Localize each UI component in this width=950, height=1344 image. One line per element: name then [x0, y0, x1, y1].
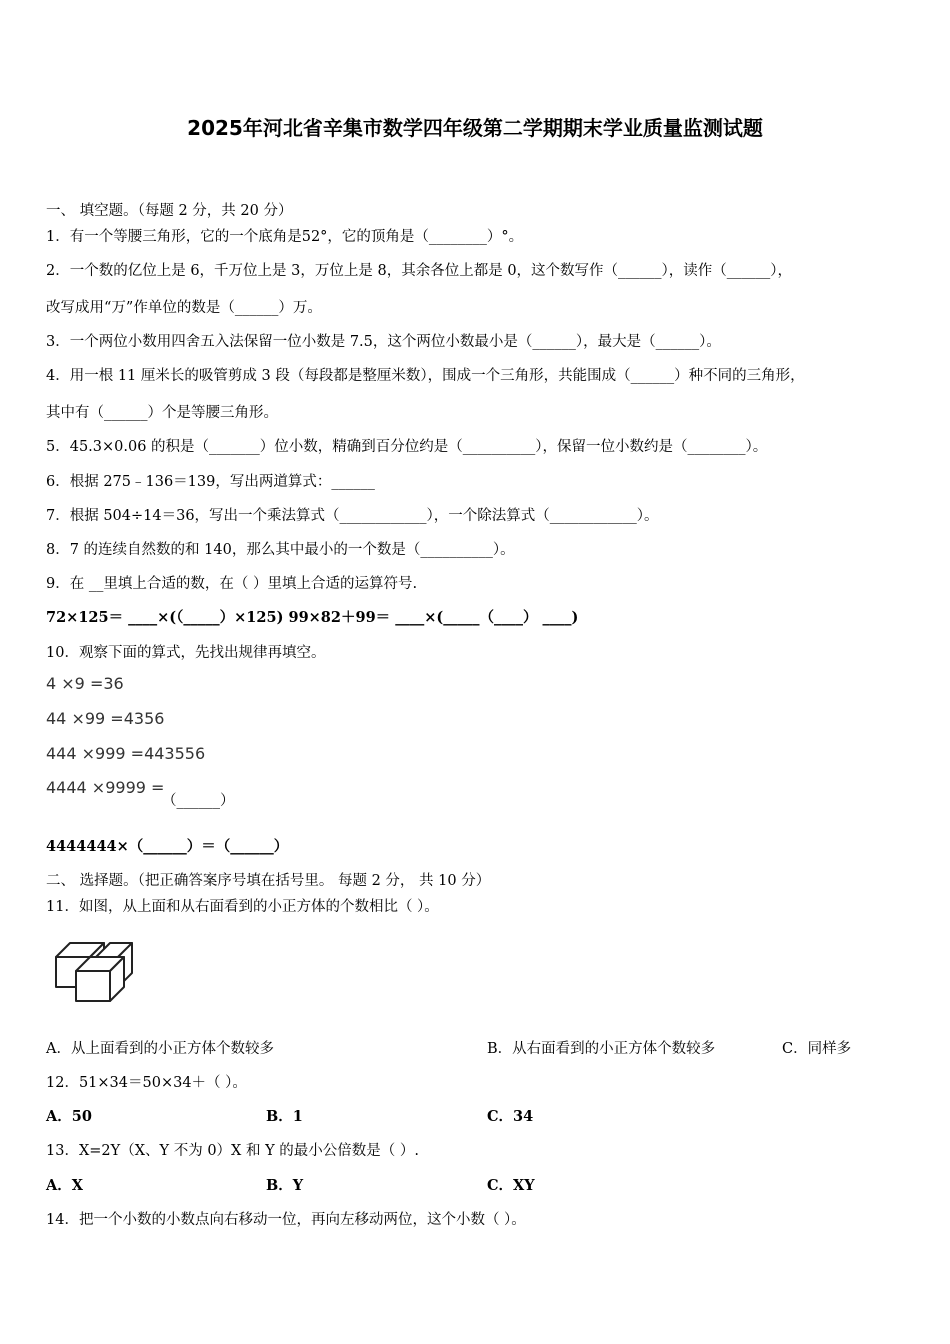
- question-10-equation-3: 444 ×999 =443556: [46, 744, 206, 763]
- cube-stack-figure: [50, 935, 140, 1007]
- question-6: 6．根据 275﹣136＝139，写出两道算式：______: [46, 474, 375, 490]
- question-5: 5．45.3×0.06 的积是（_______）位小数，精确到百分位约是（__________），保留一位小数约是（________）。: [46, 439, 768, 455]
- question-11-option-c: C．同样多: [782, 1041, 852, 1057]
- question-9-expression: 72×125＝ ____×(（_____）×125) 99×82＋99＝ ____×(_____（____） ____): [46, 609, 579, 626]
- question-10-equation-4: 4444 ×9999 =: [46, 778, 165, 797]
- question-10: 10．观察下面的算式，先找出规律再填空。: [46, 645, 326, 661]
- question-13-option-c: C．XY: [487, 1177, 535, 1194]
- question-12-option-c: C．34: [487, 1108, 534, 1125]
- question-12-option-a: A．50: [46, 1108, 92, 1125]
- question-10-last: 4444444×（______）＝（______）: [46, 838, 289, 855]
- question-11-option-a: A．从上面看到的小正方体个数较多: [46, 1041, 274, 1057]
- question-10-equation-1: 4 ×9 =36: [46, 674, 124, 693]
- question-7: 7．根据 504÷14＝36，写出一个乘法算式（____________），一个除法算式（____________）。: [46, 508, 659, 524]
- question-4-line2: 其中有（______）个是等腰三角形。: [46, 405, 278, 421]
- question-12-option-b: B．1: [266, 1108, 303, 1125]
- page-title: 2025年河北省辛集市数学四年级第二学期期末学业质量监测试题: [187, 116, 763, 140]
- question-2-line1: 2．一个数的亿位上是 6，千万位上是 3，万位上是 8，其余各位上都是 0，这个数写作（______），读作（______），: [46, 263, 793, 279]
- question-11: 11．如图，从上面和从右面看到的小正方体的个数相比（ ）。: [46, 899, 439, 915]
- question-10-blank: （______）: [162, 793, 235, 809]
- question-4-line1: 4．用一根 11 厘米长的吸管剪成 3 段（每段都是整厘米数），围成一个三角形，共能围成（______）种不同的三角形，: [46, 368, 805, 384]
- question-13: 13．X=2Y（X、Y 不为 0）X 和 Y 的最小公倍数是（ ）.: [46, 1143, 419, 1159]
- question-2-line2: 改写成用“万”作单位的数是（______）万。: [46, 300, 322, 316]
- question-8: 8．7 的连续自然数的和 140，那么其中最小的一个数是（__________）。: [46, 542, 515, 558]
- section1-header: 一、 填空题。（每题 2 分，共 20 分）: [46, 203, 293, 219]
- question-13-option-b: B．Y: [266, 1177, 304, 1194]
- question-11-option-b: B．从右面看到的小正方体个数较多: [487, 1041, 716, 1057]
- question-14: 14．把一个小数的小数点向右移动一位，再向左移动两位，这个小数（ ）。: [46, 1212, 526, 1228]
- question-12: 12．51×34＝50×34＋（ ）。: [46, 1075, 247, 1091]
- section2-header: 二、 选择题。（把正确答案序号填在括号里。 每题 2 分， 共 10 分）: [46, 873, 491, 889]
- question-13-option-a: A．X: [46, 1177, 84, 1194]
- question-9: 9．在 __里填上合适的数，在（ ）里填上合适的运算符号.: [46, 576, 418, 592]
- question-3: 3．一个两位小数用四舍五入法保留一位小数是 7.5，这个两位小数最小是（______），最大是（______）。: [46, 334, 721, 350]
- question-1: 1．有一个等腰三角形，它的一个底角是52°，它的顶角是（________）°。: [46, 229, 524, 245]
- question-10-equation-2: 44 ×99 =4356: [46, 709, 165, 728]
